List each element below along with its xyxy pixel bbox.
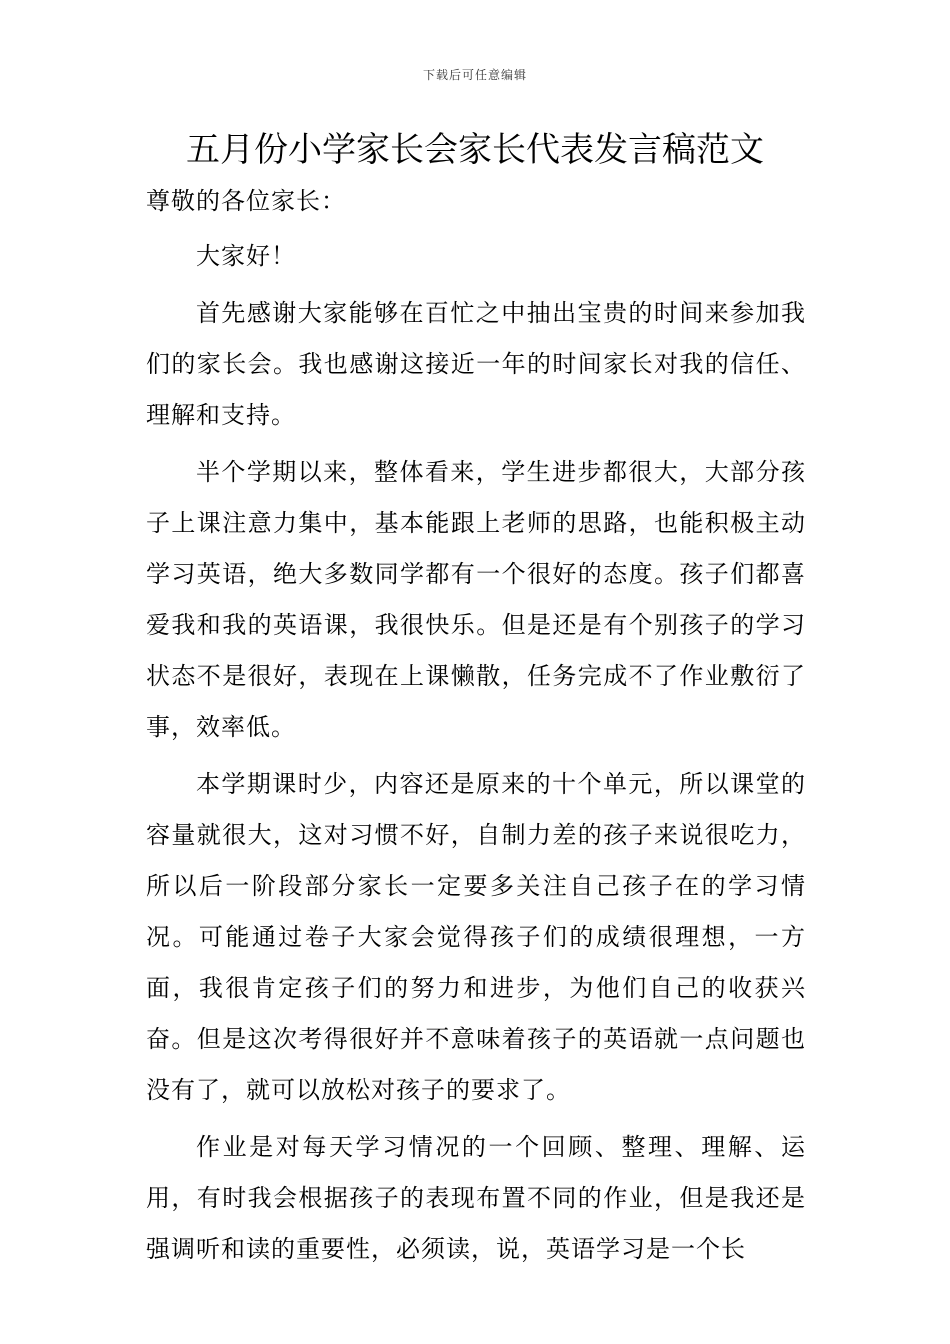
document-body [146, 176, 806, 1275]
paragraph-semester: 本学期课时少，内容还是原来的十个单元，所以课堂的容量就很大，这对习惯不好，自制力差的孩子来说很吃力，所以后一阶段部分家长一定要多关注自己孩子在的学习情况。可能通过卷子大家会觉得孩子们的成绩很理想，一方面，我很肯定孩子们的努力和进步，为他们自己的收获兴奋。但是这次考得很好并不意味着孩子的英语就一点问题也没有了，就可以放松对孩子的要求了。 [146, 770, 806, 1104]
paragraph-thanks: 首先感谢大家能够在百忙之中抽出宝贵的时间来参加我们的家长会。我也感谢这接近一年的时间家长对我的信任、理解和支持。 [146, 299, 806, 429]
header-note: 下载后可任意编辑 [422, 68, 527, 82]
paragraph-progress: 半个学期以来，整体看来，学生进步都很大，大部分孩子上课注意力集中，基本能跟上老师的思路，也能积极主动学习英语，绝大多数同学都有一个很好的态度。孩子们都喜爱我和我的英语课，我很快乐。但是还是有个别孩子的学习状态不是很好，表现在上课懒散，任务完成不了作业敷衍了事，效率低。 [146, 458, 806, 741]
paragraph-homework: 作业是对每天学习情况的一个回顾、整理、理解、运用，有时我会根据孩子的表现布置不同的作业，但是我还是强调听和读的重要性，必须读，说，英语学习是一个长 [146, 1133, 806, 1263]
salutation: 尊敬的各位家长： [146, 187, 346, 215]
paragraph-greeting: 大家好！ [196, 242, 296, 270]
document-title: 五月份小学家长会家长代表发言稿范文 [186, 130, 764, 170]
